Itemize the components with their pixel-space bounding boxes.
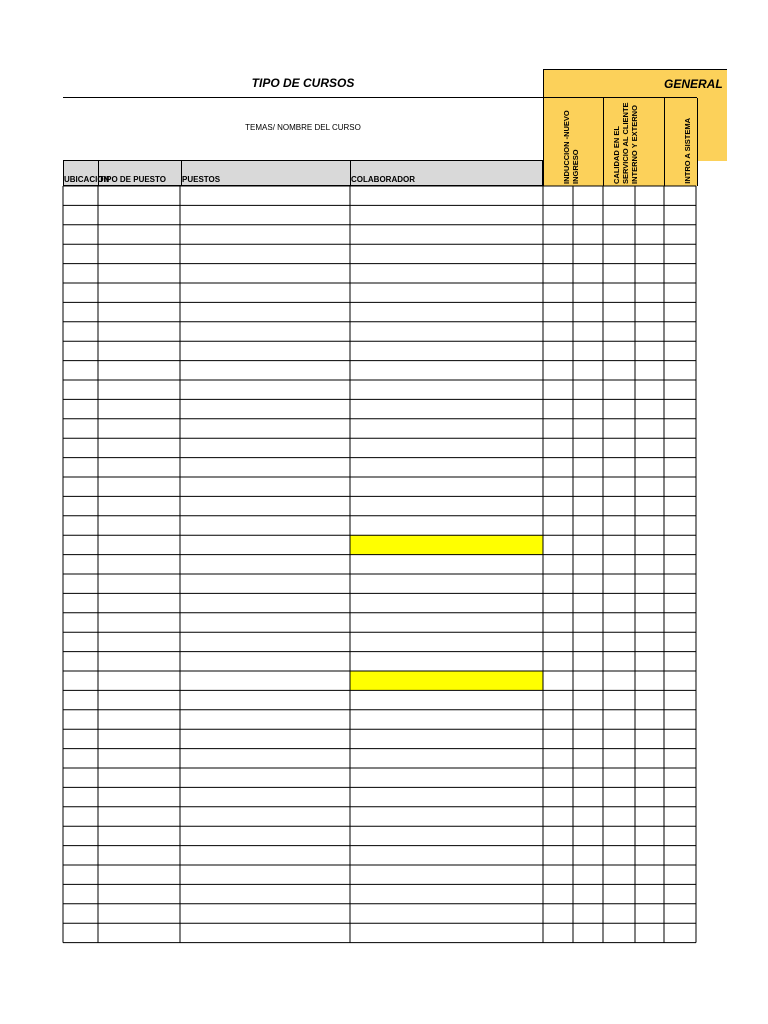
column-header-tipo-puesto[interactable]: TIPO DE PUESTO	[99, 161, 182, 185]
column-header-puestos[interactable]: PUESTOS	[182, 161, 351, 185]
group-header-label: GENERAL	[664, 77, 723, 91]
subtitle: TEMAS/ NOMBRE DEL CURSO	[245, 123, 361, 132]
course-header-label: INTRO A SISTEMA	[683, 118, 692, 184]
column-header-colaborador[interactable]: COLABORADOR	[351, 175, 415, 184]
course-header-label: CALIDAD EN EL SERVICIO AL CLIENTE INTERNO Y EXTERNO	[612, 102, 639, 184]
column-header-ubicacion[interactable]: UBICACION	[64, 161, 99, 185]
highlighted-cell[interactable]	[350, 535, 543, 554]
highlighted-cell[interactable]	[350, 671, 543, 690]
course-header-label: INDUCCION -NUEVO INGRESO	[562, 110, 580, 184]
page-title: TIPO DE CURSOS	[251, 76, 355, 90]
